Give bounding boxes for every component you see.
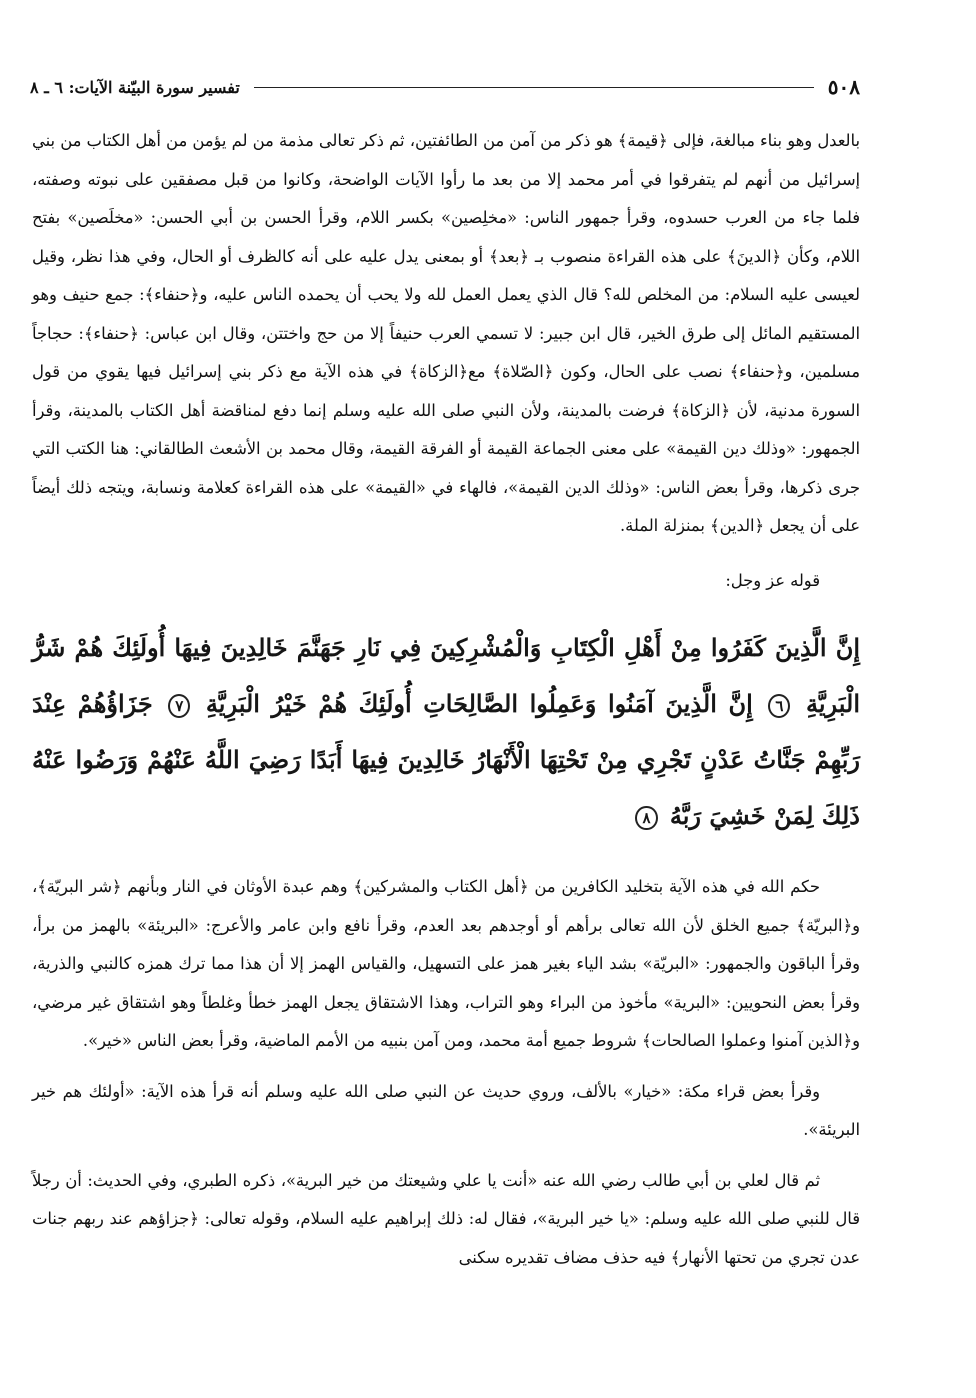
quran-verses: [32, 620, 860, 844]
paragraph: بالعدل وهو بناء مبالغة، فإلى ﴿قيمة﴾ هو ذكر من آمن من الطائفتين، ثم ذكر تعالى مذمة من لم يؤمن من أهل الكتاب من بني إسرائيل من أنهم لم يتفرقوا في أمر محمد إلا من بعد ما رأوا الآيات الواضحة، وكانوا من قبل مصفقين على نبوته وصفته، فلما جاء من العرب حسدوه، وقرأ جمهور الناس: «مخلِصين» بكسر اللام، وقرأ الحسن بن أبي الحسن: «مخلَصين» بفتح اللام، وكأن ﴿الدينَ﴾ على هذه القراءة منصوب بـ ﴿بعد﴾ أو بمعنى يدل عليه على أنه كالظرف أو الحال، وفي هذا نظر، وقيل لعيسى عليه السلام: من المخلص لله؟ قال الذي يعمل العمل لله ولا يحب أن يحمده الناس عليه، و﴿حنفاء﴾: جمع حنيف وهو المستقيم المائل إلى طرق الخير، قال ابن جبير: لا تسمي العرب حنيفاً إلا من حج واختتن، وقال ابن عباس: ﴿حنفاء﴾: حجاجاً مسلمين، و﴿حنفاء﴾ نصب على الحال، وكون ﴿الصّلاة﴾ مع﴿الزكاة﴾ في هذه الآية مع ذكر بني إسرائيل فيها يقوي من قول السورة مدنية، لأن ﴿الزكاة﴾ فرضت بالمدينة، ولأن النبي صلى الله عليه وسلم إنما دفع لمناقضة أهل الكتاب بالمدينة، وقرأ الجمهور: «وذلك دين القيمة» على معنى الجماعة القيمة أو الفرقة القيمة، وقال محمد بن الأشعث الطالقاني: هنا الكتب التي جرى ذكرها، وقرأ بعض الناس: «وذلك الدين القيمة»، فالهاء في «القيمة» على هذه القراءة كعلامة ونسابة، ويتجه ذلك أيضاً على أن يجعل ﴿الدين﴾ بمنزلة الملة.: [32, 131, 860, 535]
verse-text: إِنَّ الَّذِينَ آمَنُوا وَعَمِلُوا الصَّالِحَاتِ أُولَئِكَ هُمْ خَيْرُ الْبَرِيَّةِ: [205, 689, 753, 718]
quote-label: قوله عز وجل:: [725, 570, 820, 590]
verse-text: إِنَّ الَّذِينَ كَفَرُوا مِنْ أَهْلِ الْكِتَابِ وَالْمُشْرِكِينَ فِي نَارِ جَهَنَّمَ خَالِدِينَ فِيهَا أُولَئِكَ هُمْ شَرُّ الْبَرِيَّةِ: [32, 633, 861, 718]
paragraph: حكم الله في هذه الآية بتخليد الكافرين من ﴿أهل الكتاب والمشركين﴾ وهم عبدة الأوثان في النار وبأنهم ﴿شر البريّة﴾، و﴿البريّة﴾ جميع الخلق لأن الله تعالى برأهم أو أوجدهم بعد العدم، وقرأ نافع وابن عامر والأعرج: «البريئة» بالهمز من برأ، وقرأ الباقون والجمهور: «البريّة» بشد الياء بغير همز على التسهيل، والقياس الهمز إلا أن هذا مما ترك همزه كالنبي والذرية، وقرأ بعض النحويين: «البرية» مأخوذ من البراء وهو التراب، وهذا الاشتقاق يجعل الهمز خطأ وغلطاً وهو اشتقاق غير مرضي، و﴿الذين آمنوا وعملوا الصالحات﴾ شروط جميع أمة محمد، ومن آمن بنبيه من الأمم الماضية، وقرأ بعض الناس «خير».: [32, 877, 860, 1050]
verse-text: جَزَاؤُهُمْ عِنْدَ رَبِّهِمْ جَنَّاتُ عَدْنٍ تَجْرِي مِنْ تَحْتِهَا الْأَنْهَارُ خَالِدِينَ فِيهَا أَبَدًا رَضِيَ اللَّهُ عَنْهُمْ وَرَضُوا عَنْهُ ذَلِكَ لِمَنْ خَشِيَ رَبَّهُ: [32, 689, 860, 830]
page-number: ٥٠٨: [827, 75, 860, 99]
running-title: تفسير سورة البيّنة الآيات: ٦ ـ ٨: [30, 77, 240, 97]
page-body: [32, 122, 860, 1277]
page-header: [30, 72, 860, 102]
header-rule: [254, 87, 814, 88]
verse-number-marker: ٦: [768, 694, 790, 718]
paragraph: وقرأ بعض قراء مكة: «خيار» بالألف، وروي حديث عن النبي صلى الله عليه وسلم أنه قرأ هذه الآية: «أولئك هم خير البريئة».: [32, 1081, 860, 1139]
verse-number-marker: ٧: [168, 694, 190, 718]
paragraph: ثم قال لعلي بن أبي طالب رضي الله عنه «أنت يا علي وشيعتك من خير البرية»، ذكره الطبري، وفي الحديث: أن رجلاً قال للنبي صلى الله عليه وسلم: «يا خير البرية»، فقال له: ذلك إبراهيم عليه السلام، وقوله تعالى: ﴿جزاؤهم عند ربهم جنات عدن تجري من تحتها الأنهار﴾ فيه حذف مضاف تقديره سكنى: [32, 1170, 860, 1267]
verse-number-marker: ٨: [635, 806, 657, 830]
